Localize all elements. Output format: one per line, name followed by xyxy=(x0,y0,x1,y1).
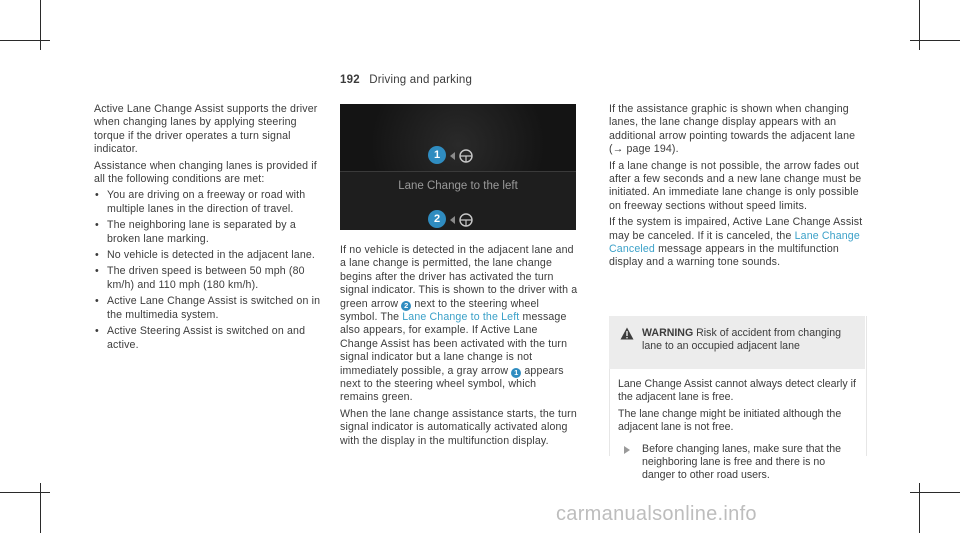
crop-mark xyxy=(919,0,920,50)
list-item: • No vehicle is detected in the adjacent lane. xyxy=(94,249,326,262)
watermark: carmanualsonline.info xyxy=(556,503,757,525)
intro-paragraph: Active Lane Change Assist supports the driver when changing lanes by applying steering torque if the driver operates a turn signal indicator. xyxy=(94,103,318,156)
paragraph: Lane Change Assist cannot always detect clearly if the adjacent lane is free. xyxy=(618,378,856,404)
display-message-reference: Lane Change to the Left xyxy=(402,311,520,324)
callout-badge-2: 2 xyxy=(428,210,446,228)
warning-title-text: Risk of accident from changing lane to an occupied adjacent lane xyxy=(642,327,842,353)
conditions-list xyxy=(94,189,326,351)
callout-badge-1: 1 xyxy=(428,146,446,164)
crop-mark xyxy=(919,483,920,533)
paragraph xyxy=(340,244,578,405)
display-message-reference: Lane Change Canceled xyxy=(609,229,860,256)
callout-badge-1: 1 xyxy=(511,368,521,378)
page-number: 192 xyxy=(340,74,360,86)
warning-title xyxy=(642,327,862,354)
callout-badge-2: 2 xyxy=(401,301,411,311)
crop-mark xyxy=(0,40,50,41)
display-message: Lane Change to the left xyxy=(398,180,518,192)
warning-label: WARNING xyxy=(642,327,694,339)
conditions-intro: Assistance when changing lanes is provided if all the following conditions are met: xyxy=(94,159,317,186)
action-item xyxy=(618,443,858,483)
steering-wheel-icon xyxy=(448,148,476,164)
text-run: message also appears, for example. If Active Lane Change Assist has been activated with the turn signal indicator but a lane change is not immediately possible, a gray arrow xyxy=(340,311,568,377)
crop-mark xyxy=(0,492,50,493)
warning-triangle-icon xyxy=(620,327,634,340)
crop-mark xyxy=(910,492,960,493)
warning-body xyxy=(618,378,858,483)
multifunction-display-image xyxy=(340,104,576,230)
text-run: appears next to the steering wheel symbol, which remains green. xyxy=(340,364,564,404)
list-item: • You are driving on a freeway or road with multiple lanes in the direction of travel. xyxy=(94,189,326,216)
list-item: • The driven speed is between 50 mph (80 km/h) and 110 mph (180 km/h). xyxy=(94,265,326,292)
action-text: Before changing lanes, make sure that the neighboring lane is free and there is no danger to other road users. xyxy=(642,442,842,482)
text-run: next to the steering wheel symbol. The xyxy=(340,297,540,324)
crop-mark xyxy=(40,483,41,533)
column-3 xyxy=(609,103,865,273)
crop-mark xyxy=(40,0,41,50)
page-header xyxy=(340,74,472,86)
list-item: • Active Lane Change Assist is switched on in the multimedia system. xyxy=(94,295,326,322)
paragraph xyxy=(609,216,865,270)
column-2 xyxy=(340,244,578,451)
paragraph: If a lane change is not possible, the arrow fades out after a few seconds and a new lane change must be initiated. An immediate lane change is only possible on freeway sections without speed limits. xyxy=(609,159,862,212)
column-1 xyxy=(94,103,326,355)
text-run: message appears in the multifunction display and a warning tone sounds. xyxy=(609,243,839,269)
paragraph: If the assistance graphic is shown when changing lanes, the lane change display appears with an additional arrow pointing towards the adjacent lane (→ page 194). xyxy=(609,103,856,156)
paragraph: When the lane change assistance starts, the turn signal indicator is automatically activated along with the display in the multifunction display. xyxy=(340,407,577,447)
list-item: • The neighboring lane is separated by a broken lane marking. xyxy=(94,219,326,246)
list-item: • Active Steering Assist is switched on and active. xyxy=(94,325,326,352)
paragraph: The lane change might be initiated although the adjacent lane is not free. xyxy=(618,407,842,434)
action-arrow-icon xyxy=(624,446,630,454)
crop-mark xyxy=(910,40,960,41)
steering-wheel-icon xyxy=(448,212,476,228)
section-title: Driving and parking xyxy=(369,74,473,86)
text-run: If the system is impaired, Active Lane Change Assist may be canceled. If it is canceled, the xyxy=(609,216,863,242)
text-run: If no vehicle is detected in the adjacent lane and a lane change is permitted, the lane change begins after the driver has activated the turn signal indicator. This is shown to the driver with a green arrow xyxy=(340,244,578,310)
